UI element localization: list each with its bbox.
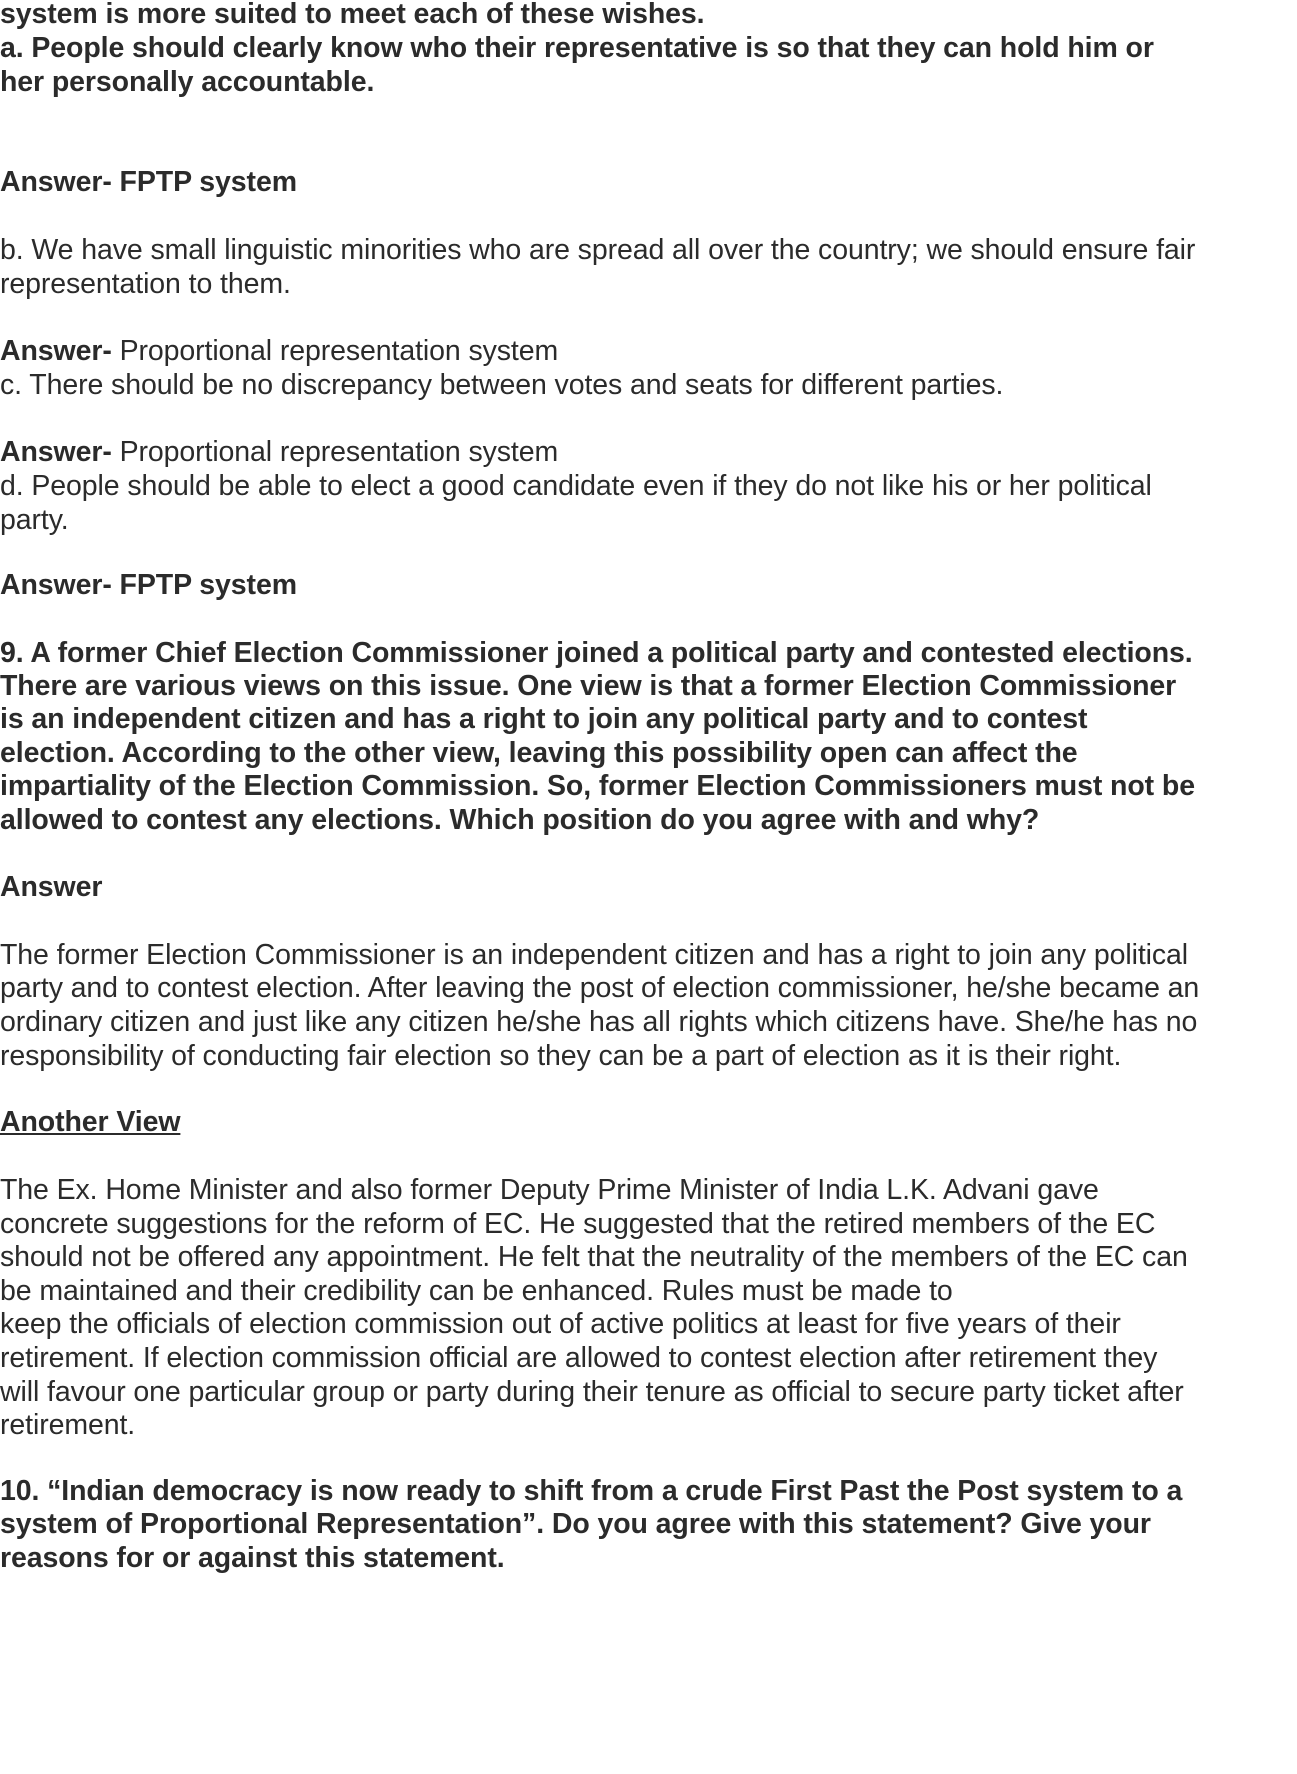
- answer-b-text: Proportional representation system: [111, 335, 559, 367]
- intro-line-1: system is more suited to meet each of these wishes.: [0, 0, 705, 30]
- another-view-heading: Another View: [0, 1106, 181, 1138]
- item-d-line-2: party.: [0, 504, 69, 536]
- item-d-line-1: d. People should be able to elect a good candidate even if they do not like his or her political: [0, 470, 1152, 502]
- q9-line-6: allowed to contest any elections. Which position do you agree with and why?: [0, 804, 1040, 836]
- item-b-line-2: representation to them.: [0, 268, 291, 300]
- q10-line-3: reasons for or against this statement.: [0, 1542, 505, 1574]
- q10-line-2: system of Proportional Representation”. Do you agree with this statement? Give your: [0, 1508, 1151, 1540]
- answer-c-text: Proportional representation system: [111, 436, 559, 468]
- item-a-line-1: a. People should clearly know who their representative is so that they can hold him or: [0, 32, 1154, 64]
- q10-line-1: 10. “Indian democracy is now ready to shift from a crude First Past the Post system to a: [0, 1475, 1183, 1507]
- q9-line-4: election. According to the other view, leaving this possibility open can affect the: [0, 737, 1078, 769]
- another-view-line-4: be maintained and their credibility can be enhanced. Rules must be made to: [0, 1275, 953, 1307]
- answer-a: Answer- FPTP system: [0, 166, 297, 198]
- answer-para-line-2: party and to contest election. After leaving the post of election commissioner, he/she became an: [0, 972, 1200, 1004]
- answer-c-label: Answer-: [0, 436, 112, 468]
- another-view-line-2: concrete suggestions for the reform of EC. He suggested that the retired members of the EC: [0, 1208, 1156, 1240]
- q9-line-2: There are various views on this issue. One view is that a former Election Commissioner: [0, 670, 1177, 702]
- answer-para-line-3: ordinary citizen and just like any citizen he/she has all rights which citizens have. She/he has no: [0, 1006, 1198, 1038]
- item-b-line-1: b. We have small linguistic minorities who are spread all over the country; we should ensure fair: [0, 234, 1196, 266]
- answer-b: [0, 332, 558, 370]
- answer-b-label: Answer-: [0, 335, 112, 367]
- another-view-line-5: keep the officials of election commission out of active politics at least for five years of their: [0, 1308, 1121, 1340]
- answer-para-line-4: responsibility of conducting fair election so they can be a part of election as it is their right.: [0, 1040, 1122, 1072]
- another-view-line-1: The Ex. Home Minister and also former Deputy Prime Minister of India L.K. Advani gave: [0, 1174, 1099, 1206]
- answer-c: [0, 433, 558, 471]
- answer-d: Answer- FPTP system: [0, 569, 297, 601]
- q9-line-3: is an independent citizen and has a right to join any political party and to contest: [0, 703, 1088, 735]
- q9-line-1: 9. A former Chief Election Commissioner joined a political party and contested elections.: [0, 637, 1193, 669]
- answer-heading: Answer: [0, 871, 103, 903]
- another-view-line-3: should not be offered any appointment. He felt that the neutrality of the members of the EC can: [0, 1241, 1188, 1273]
- q9-line-5: impartiality of the Election Commission. So, former Election Commissioners must not be: [0, 770, 1195, 802]
- another-view-line-8: retirement.: [0, 1409, 136, 1441]
- another-view-line-7: will favour one particular group or party during their tenure as official to secure party ticket after: [0, 1376, 1184, 1408]
- item-c: c. There should be no discrepancy between votes and seats for different parties.: [0, 369, 1004, 401]
- answer-para-line-1: The former Election Commissioner is an independent citizen and has a right to join any political: [0, 939, 1189, 971]
- another-view-line-6: retirement. If election commission official are allowed to contest election after retirement they: [0, 1342, 1158, 1374]
- item-a-line-2: her personally accountable.: [0, 66, 375, 98]
